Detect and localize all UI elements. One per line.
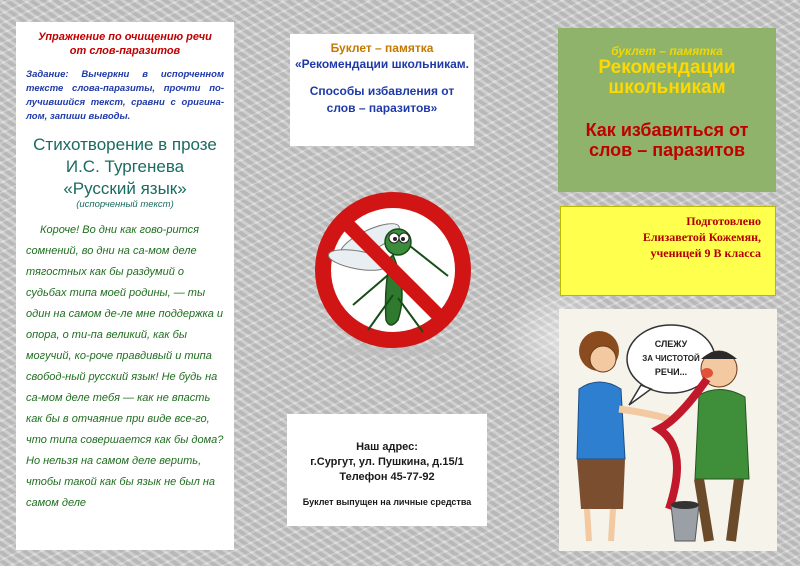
poem-title-line-3: «Русский язык» (63, 179, 187, 198)
poem-text: Короче! Во дни как гово-рится сомнений, во дни на са-мом деле тягостных как бы раздумий о судьбах типа моей родины, — ты один на самом де-ле мне поддержка и опора, о ти-па великий, как бы могучий, ко-роче правдивый и типа свобод-ный русский язык! Не будь на са-мом деле тебя — как не впасть как бы в отчаяние при виде все-го, что типа совершается как бы дома? Но нельзя на самом деле верить, чтобы такой как бы язык не был на самом деле (26, 224, 224, 509)
cartoon-illustration (559, 309, 777, 551)
author-line-2: Елизаветой Кожемян, (642, 230, 761, 244)
bubble-line-2: ЗА ЧИСТОТОЙ (642, 354, 700, 363)
poem-title-line-2: И.С. Тургенева (65, 157, 185, 176)
author-line-1: Подготовлено (686, 214, 761, 228)
cover-subtitle-line-2: слов – паразитов (588, 140, 746, 160)
author-panel (560, 206, 776, 296)
bubble-line-3: РЕЧИ... (654, 367, 688, 377)
exercise-title (26, 30, 224, 58)
exercise-panel (16, 22, 234, 550)
address-label: Наш адрес: (356, 441, 418, 453)
cover-label: буклет – памятка (611, 44, 723, 58)
booklet-title-panel (290, 34, 474, 146)
address-line: г.Сургут, ул. Пушкина, д.15/1 (310, 456, 464, 468)
cover-title-line-1: Рекомендации (598, 57, 736, 78)
phone-line: Телефон 45-77-92 (339, 471, 435, 483)
poem-subtitle: (испорченный текст) (76, 199, 174, 210)
cover-panel (558, 28, 776, 192)
poem-title-line-1: Стихотворение в прозе (33, 135, 217, 154)
author-line-3: ученицей 9 В класса (650, 246, 761, 260)
cover-subtitle-line-1: Как избавиться от (585, 120, 749, 140)
poem-title (26, 134, 224, 200)
exercise-title-line-2: от слов-паразитов (69, 45, 181, 57)
booklet-label: Буклет – памятка (330, 41, 434, 55)
task-text: Задание: Вычеркни в испорченном тексте слова-паразиты, прочти по-лучившийся текст, сравни с оригина-лом, запиши выводы. (26, 69, 224, 122)
recommendations-text: «Рекомендации школьникам. (294, 57, 470, 71)
funding-note: Буклет выпущен на личные средства (302, 497, 472, 507)
no-parasite-sign-icon (298, 180, 488, 360)
exercise-title-line-1: Упражнение по очищению речи (38, 31, 212, 43)
methods-text: Способы избавления от слов – паразитов» (309, 84, 455, 115)
cover-title-line-2: школьникам (608, 77, 726, 98)
bubble-line-1: СЛЕЖУ (654, 339, 688, 349)
cartoon-image (559, 309, 777, 551)
address-panel (287, 414, 487, 526)
bucket-icon (671, 501, 699, 541)
